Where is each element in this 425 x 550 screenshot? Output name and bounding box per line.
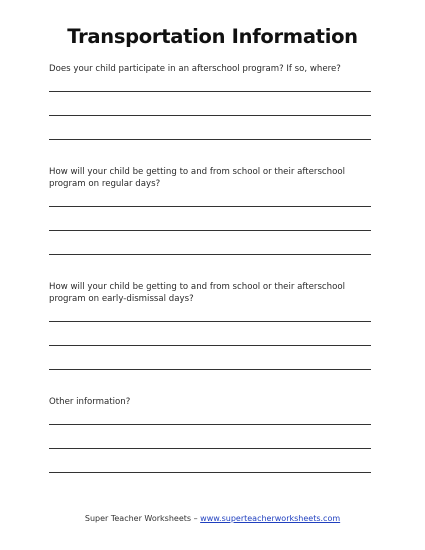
question-afterschool-program: Does your child participate in an afterschool program? If so, where? <box>49 64 341 74</box>
answer-line[interactable] <box>49 321 371 322</box>
question-regular-days: How will your child be getting to and from school or their afterschool program on regular days? <box>49 167 346 189</box>
answer-line[interactable] <box>49 345 371 346</box>
answer-line[interactable] <box>49 424 371 425</box>
question-early-dismissal-days: How will your child be getting to and from school or their afterschool program on early-dismissal days? <box>49 282 346 304</box>
answer-line[interactable] <box>49 472 371 473</box>
page-title: Transportation Information <box>67 25 358 48</box>
footer-brand: Super Teacher Worksheets <box>84 514 192 523</box>
answer-line[interactable] <box>49 254 371 255</box>
footer-separator: – <box>191 514 201 523</box>
question-other-information: Other information? <box>49 397 131 407</box>
footer-website-link[interactable]: www.superteacherworksheets.com <box>200 514 341 523</box>
answer-line[interactable] <box>49 206 371 207</box>
answer-line[interactable] <box>49 230 371 231</box>
answer-line[interactable] <box>49 448 371 449</box>
page-footer <box>0 513 425 524</box>
answer-line[interactable] <box>49 369 371 370</box>
answer-line[interactable] <box>49 139 371 140</box>
answer-line[interactable] <box>49 91 371 92</box>
answer-line[interactable] <box>49 115 371 116</box>
